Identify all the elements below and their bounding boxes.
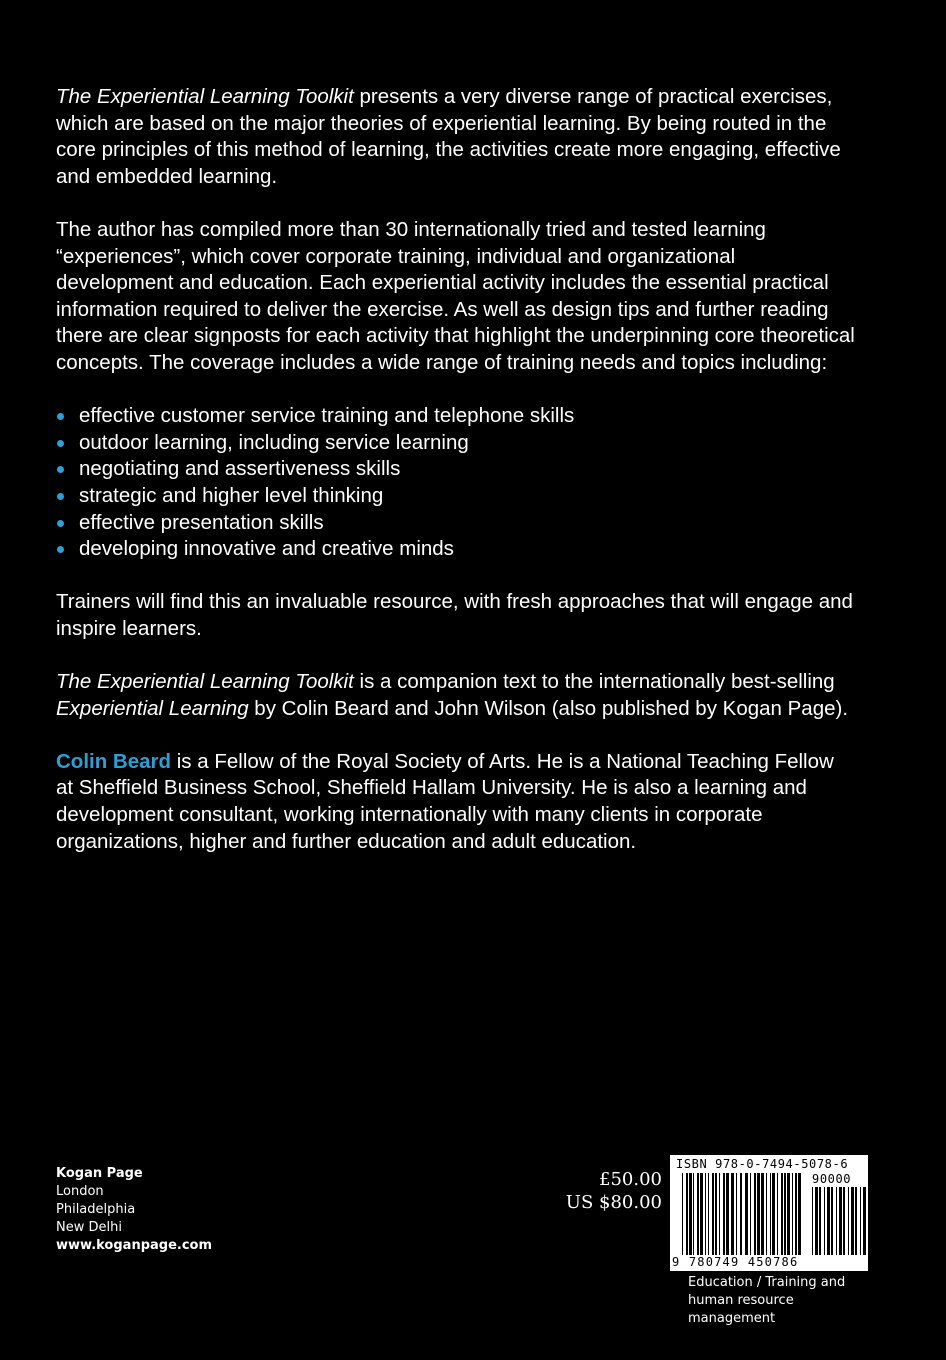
barcode-bar [851,1187,854,1255]
barcode-bar [697,1173,699,1255]
list-item: strategic and higher level thinking [56,483,856,510]
barcode-bar [736,1173,737,1255]
barcode-bar [754,1173,756,1255]
barcode-bar [761,1173,764,1255]
barcode-bar [860,1187,861,1255]
barcode-bar [708,1173,709,1255]
barcode-bar [824,1187,825,1255]
publisher-city: London [56,1184,104,1199]
barcode-bar [772,1173,775,1255]
intro-paragraph: The Experiential Learning Toolkit presents a very diverse range of practical exercises, which are based on the major theories of experiential learning. By being routed in the core principles of this method of learning, the activities create more engaging, effective and embedded learning. [56,85,841,188]
isbn-label: ISBN 978-0-7494-5078-6 [676,1157,849,1171]
publisher-name: Kogan Page [56,1166,143,1181]
author-bio: Colin Beard is a Fellow of the Royal Society of Arts. He is a National Teaching Fellow at Sheffield Business School, Sheffield Hallam University. He is also a learning and development consultant, working internationally with many clients in corporate organizations, higher and further education and adult education. [56,749,834,853]
trainers-paragraph: Trainers will find this an invaluable resource, with fresh approaches that will engage and inspire learners. [56,590,853,640]
cover-description [56,84,856,882]
barcode-bar [757,1173,760,1255]
book-title-italic: The Experiential Learning Toolkit [56,670,354,694]
barcode-bar [831,1187,833,1255]
barcode-bar [777,1173,778,1255]
barcode-bar [726,1173,729,1255]
barcode-bar [863,1187,866,1255]
barcode-bar [819,1187,821,1255]
barcode-bar [836,1187,837,1255]
barcode-bar [798,1173,801,1255]
barcode-bar [781,1173,783,1255]
list-item: outdoor learning, including service learning [56,430,856,457]
barcode-bar [787,1173,790,1255]
barcode-bar [839,1187,842,1255]
barcode-bar [812,1187,813,1255]
bullet-dot-icon [57,466,64,473]
barcode-bar [731,1173,734,1255]
barcode-bar [766,1173,767,1255]
barcode-bar [750,1173,751,1255]
bullet-dot-icon [57,546,64,553]
topic-list [56,403,856,563]
category-label: Education / Training and human resource management [688,1275,846,1326]
barcode-bar [855,1187,857,1255]
barcode-bar [705,1173,706,1255]
publisher-block [56,1165,212,1255]
barcode-bar [689,1173,692,1255]
barcode-bar [719,1173,720,1255]
publisher-website: www.koganpage.com [56,1238,213,1253]
bullet-dot-icon [57,520,64,527]
price-block [540,1168,662,1214]
barcode-bar [815,1187,818,1255]
barcode-bar [715,1173,717,1255]
bullet-dot-icon [57,413,64,420]
price-us: US $80.00 [565,1192,662,1213]
book-title-italic: The Experiential Learning Toolkit [56,85,354,108]
barcode-bar [843,1187,845,1255]
barcode-bar [784,1173,786,1255]
barcode-bar [740,1173,742,1255]
companion-book-title: Experiential Learning [56,696,249,720]
barcode-bar [693,1173,694,1255]
barcode-bar [686,1173,688,1255]
barcode-bar [682,1173,683,1255]
ean-digits: 9 780749 450786 [672,1255,799,1269]
barcode-bar [712,1173,714,1255]
barcode-bar [723,1173,725,1255]
barcode-bar [795,1173,797,1255]
list-item: developing innovative and creative minds [56,536,856,563]
publisher-city: Philadelphia [56,1202,136,1217]
barcode-bar [827,1187,830,1255]
list-item: effective customer service training and telephone skills [56,403,856,430]
barcode-bar [700,1173,703,1255]
barcode-addon: 90000 [812,1172,852,1186]
list-item: negotiating and assertiveness skills [56,456,856,483]
barcode-bar [848,1187,849,1255]
companion-paragraph: The Experiential Learning Toolkit is a companion text to the internationally best-selling Experiential Learning by Colin Beard and John Wilson (also published by Kogan Page). [56,670,849,720]
coverage-paragraph: The author has compiled more than 30 internationally tried and tested learning “experiences”, which cover corporate training, individual and organizational development and education. Each experiential activity includes the essential practical information required to deliver the exercise. As well as design tips and further reading there are clear signposts for each activity that highlight the underpinning core theoretical concepts. The coverage includes a wide range of training needs and topics including: [56,217,855,374]
bullet-dot-icon [57,440,64,447]
list-item: effective presentation skills [56,510,856,537]
author-name: Colin Beard [56,749,172,773]
barcode-box [670,1155,868,1271]
price-uk: £50.00 [599,1169,662,1190]
barcode-bar [770,1173,771,1255]
barcode-bar [745,1173,748,1255]
bullet-dot-icon [57,493,64,500]
barcode-bar [792,1173,793,1255]
publisher-city: New Delhi [56,1220,122,1235]
